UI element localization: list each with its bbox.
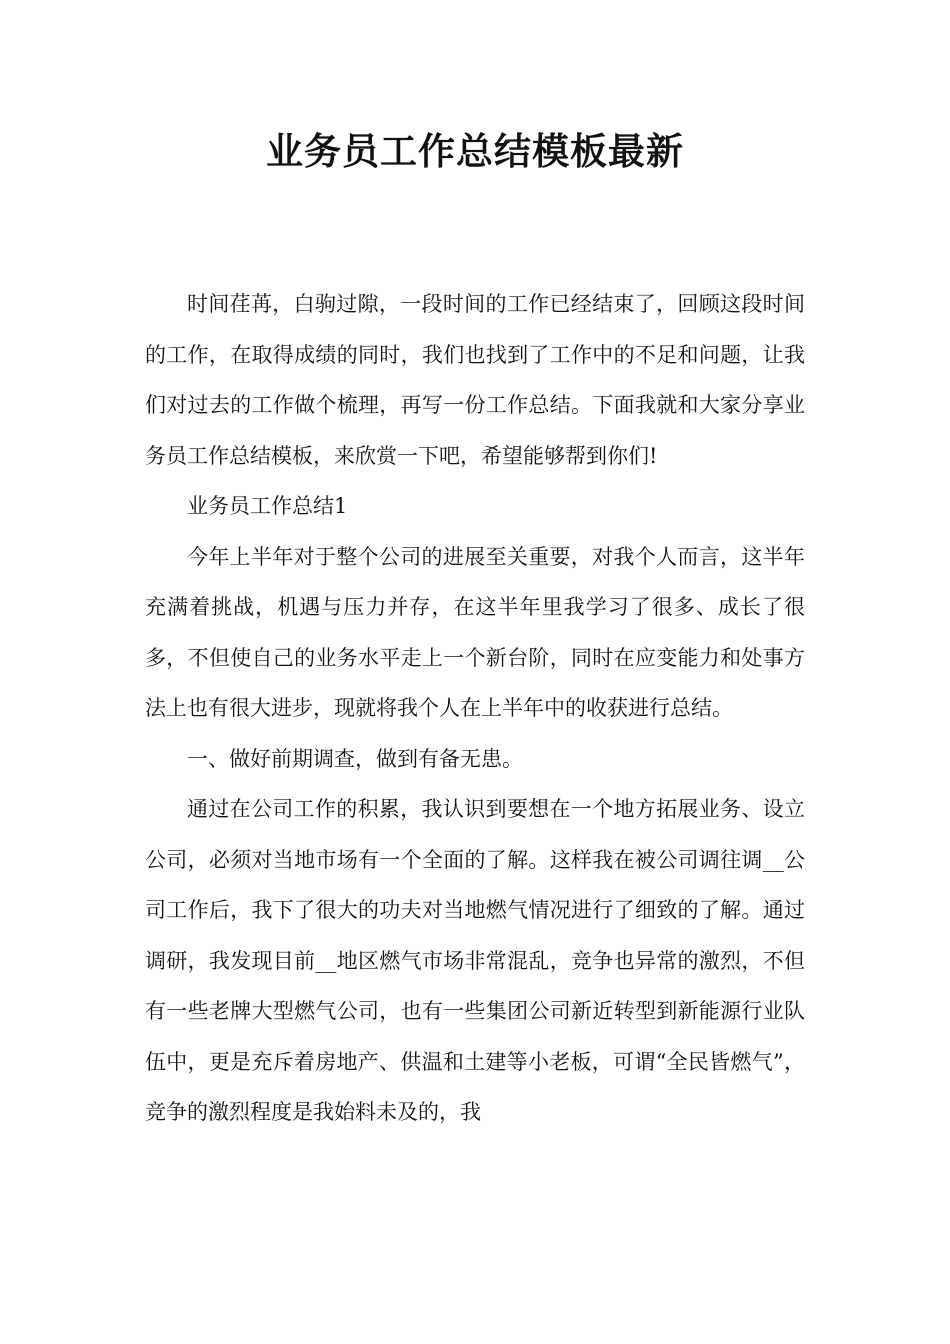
paragraph-intro: 时间荏苒，白驹过隙，一段时间的工作已经结束了，回顾这段时间的工作，在取得成绩的同时，我们也找到了工作中的不足和问题，让我们对过去的工作做个梳理，再写一份工作总结。下面我就和大家分享业务员工作总结模板，来欣赏一下吧，希望能够帮到你们!: [145, 292, 805, 468]
document-title: 业务员工作总结模板最新: [266, 129, 684, 173]
paragraph-market-research: 通过在公司工作的积累，我认识到要想在一个地方拓展业务、设立公司，必须对当地市场有一个全面的了解。这样我在被公司调往调__公司工作后，我下了很大的功夫对当地燃气情况进行了细致的了解。通过调研，我发现目前__地区燃气市场非常混乱，竞争也异常的激烈，不但有一些老牌大型燃气公司，也有一些集团公司新近转型到新能源行业队伍中，更是充斥着房地产、供温和土建等小老板，可谓“全民皆燃气”，竞争的激烈程度是我始料未及的，我: [145, 797, 805, 1124]
section-heading-summary-1: 业务员工作总结1: [187, 494, 348, 518]
document-body: [145, 279, 805, 1138]
paragraph-first-half-year: 今年上半年对于整个公司的进展至关重要，对我个人而言，这半年充满着挑战，机遇与压力并存，在这半年里我学习了很多、成长了很多，不但使自己的业务水平走上一个新台阶，同时在应变能力和处事方法上也有很大进步，现就将我个人在上半年中的收获进行总结。: [145, 544, 805, 720]
section-heading-preliminary-survey: 一、做好前期调查，做到有备无患。: [187, 746, 523, 771]
